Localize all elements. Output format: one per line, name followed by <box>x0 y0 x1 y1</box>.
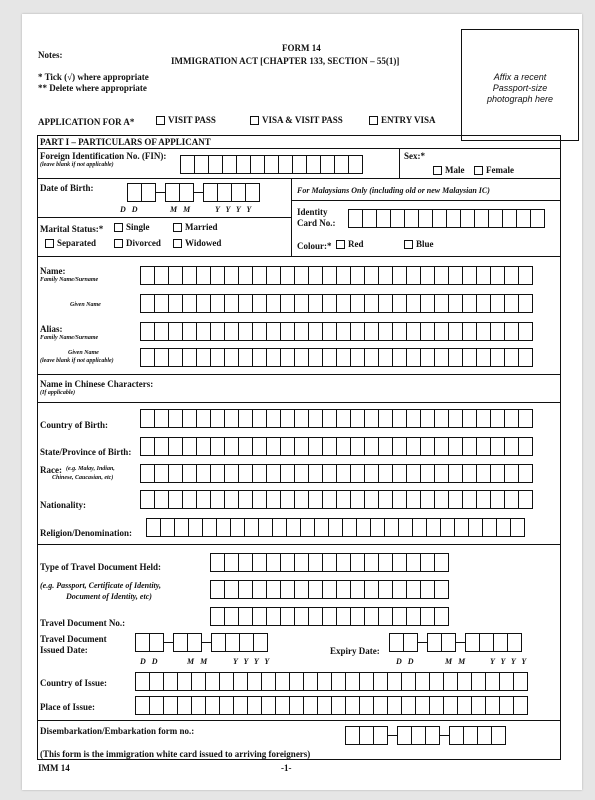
country-of-issue-label: Country of Issue: <box>40 678 108 688</box>
divider <box>37 256 561 257</box>
tick-note: * Tick (√) where appropriate <box>38 72 149 82</box>
malaysians-only-label: For Malaysians Only (including old or new Malaysian IC) <box>297 186 490 195</box>
identity-label-1: Identity <box>297 207 328 217</box>
red-option[interactable]: Red <box>336 239 364 249</box>
travel-doc-type-label: Type of Travel Document Held: <box>40 562 161 572</box>
issued-format-month: M M <box>187 657 210 666</box>
female-checkbox[interactable] <box>474 166 483 175</box>
notes-label: Notes: <box>38 50 63 60</box>
dob-format-month: M M <box>170 205 193 214</box>
female-option[interactable]: Female <box>474 165 514 175</box>
divorced-checkbox[interactable] <box>114 239 123 248</box>
place-of-issue-label: Place of Issue: <box>40 702 95 712</box>
religion-input[interactable] <box>146 518 524 537</box>
expiry-format-year: Y Y Y Y <box>490 657 529 666</box>
alias-given-input[interactable] <box>140 348 532 367</box>
travel-doc-type-input[interactable] <box>210 553 448 572</box>
red-checkbox[interactable] <box>336 240 345 249</box>
alias-given-note: (leave blank if not applicable) <box>40 358 114 364</box>
divorced-option[interactable]: Divorced <box>114 238 161 248</box>
widowed-checkbox[interactable] <box>173 239 182 248</box>
dob-format-year: Y Y Y Y <box>215 205 254 214</box>
issued-date-input[interactable] <box>135 633 267 652</box>
photo-text-2: Passport-size <box>492 83 548 93</box>
divider <box>37 374 561 375</box>
blue-checkbox[interactable] <box>404 240 413 249</box>
fin-note: (leave blank if not applicable) <box>40 162 114 168</box>
page-number: -1- <box>281 763 292 773</box>
race-note-2: Chinese, Caucasian, etc) <box>52 475 114 481</box>
photo-text-1: Affix a recent <box>493 72 547 82</box>
divider <box>37 544 561 545</box>
alias-family-input[interactable] <box>140 322 532 341</box>
expiry-date-input[interactable] <box>389 633 521 652</box>
form-code: IMM 14 <box>38 763 70 773</box>
disembarkation-input[interactable] <box>345 726 505 745</box>
disembarkation-label: Disembarkation/Embarkation form no.: <box>40 726 195 736</box>
part1-title: PART I – PARTICULARS OF APPLICANT <box>40 137 211 147</box>
place-of-issue-input[interactable] <box>135 696 527 715</box>
dob-format-day: D D <box>120 205 140 214</box>
alias-family-label: Family Name/Surname <box>40 335 99 341</box>
nationality-input[interactable] <box>140 490 532 509</box>
identity-card-input[interactable] <box>348 209 544 228</box>
divider <box>37 178 561 179</box>
delete-note: ** Delete where appropriate <box>38 83 147 93</box>
chinese-name-note: (If applicable) <box>40 390 76 396</box>
act-title: IMMIGRATION ACT [CHAPTER 133, SECTION – 55(1)] <box>171 56 400 66</box>
photo-text-3: photograph here <box>486 94 554 104</box>
religion-label: Religion/Denomination: <box>40 528 133 538</box>
single-checkbox[interactable] <box>114 223 123 232</box>
divider <box>399 148 400 178</box>
form-number: FORM 14 <box>282 43 321 53</box>
application-label: APPLICATION FOR A* <box>38 117 135 127</box>
married-option[interactable]: Married <box>173 222 217 232</box>
chinese-name-label: Name in Chinese Characters: <box>40 379 154 389</box>
divider <box>37 720 561 721</box>
expiry-format-day: D D <box>396 657 416 666</box>
fin-label: Foreign Identification No. (FIN): <box>40 151 167 161</box>
blue-option[interactable]: Blue <box>404 239 434 249</box>
separated-checkbox[interactable] <box>45 239 54 248</box>
entry-visa-option[interactable]: ENTRY VISA <box>369 115 435 125</box>
race-input[interactable] <box>140 464 532 483</box>
identity-label-2: Card No.: <box>297 218 336 228</box>
travel-doc-type-input-2[interactable] <box>210 580 448 599</box>
issued-date-label-1: Travel Document <box>40 634 107 644</box>
travel-doc-example-1: (e.g. Passport, Certificate of Identity, <box>40 581 162 590</box>
family-name-input[interactable] <box>140 266 532 285</box>
dob-input[interactable] <box>127 183 259 202</box>
visa-visit-pass-option[interactable]: VISA & VISIT PASS <box>250 115 343 125</box>
sex-label: Sex:* <box>404 151 425 161</box>
divider <box>291 200 561 201</box>
race-note-1: (e.g. Malay, Indian, <box>66 466 115 472</box>
given-name-input[interactable] <box>140 294 532 313</box>
alias-label: Alias: <box>40 324 63 334</box>
photo-box[interactable] <box>461 29 579 141</box>
country-of-issue-input[interactable] <box>135 672 527 691</box>
state-of-birth-input[interactable] <box>140 437 532 456</box>
divider <box>291 178 292 256</box>
dob-label: Date of Birth: <box>40 183 94 193</box>
travel-doc-no-input[interactable] <box>210 607 448 626</box>
alias-given-label: Given Name <box>68 350 99 356</box>
state-of-birth-label: State/Province of Birth: <box>40 447 132 457</box>
expiry-format-month: M M <box>445 657 468 666</box>
divider <box>37 402 561 403</box>
married-checkbox[interactable] <box>173 223 182 232</box>
issued-format-year: Y Y Y Y <box>233 657 272 666</box>
male-option[interactable]: Male <box>433 165 465 175</box>
travel-doc-no-label: Travel Document No.: <box>40 618 126 628</box>
expiry-date-label: Expiry Date: <box>330 646 380 656</box>
entry-visa-checkbox[interactable] <box>369 116 378 125</box>
family-name-label: Family Name/Surname <box>40 277 99 283</box>
fin-input[interactable] <box>180 155 362 174</box>
marital-status-label: Marital Status:* <box>40 224 104 234</box>
travel-doc-example-2: Document of Identity, etc) <box>66 592 152 601</box>
white-card-note: (This form is the immigration white card issued to arriving foreigners) <box>40 749 311 759</box>
given-name-label: Given Name <box>70 302 101 308</box>
issued-format-day: D D <box>140 657 160 666</box>
race-label: Race: <box>40 465 62 475</box>
colour-label: Colour:* <box>297 241 332 251</box>
visa-visit-pass-checkbox[interactable] <box>250 116 259 125</box>
issued-date-label-2: Issued Date: <box>40 645 88 655</box>
visit-pass-option[interactable]: VISIT PASS <box>156 115 216 125</box>
country-of-birth-label: Country of Birth: <box>40 420 108 430</box>
male-checkbox[interactable] <box>433 166 442 175</box>
divider <box>37 217 291 218</box>
visit-pass-checkbox[interactable] <box>156 116 165 125</box>
widowed-option[interactable]: Widowed <box>173 238 221 248</box>
name-label: Name: <box>40 266 66 276</box>
separated-option[interactable]: Separated <box>45 238 96 248</box>
nationality-label: Nationality: <box>40 500 86 510</box>
country-of-birth-input[interactable] <box>140 409 532 428</box>
divider <box>37 148 561 149</box>
single-option[interactable]: Single <box>114 222 150 232</box>
